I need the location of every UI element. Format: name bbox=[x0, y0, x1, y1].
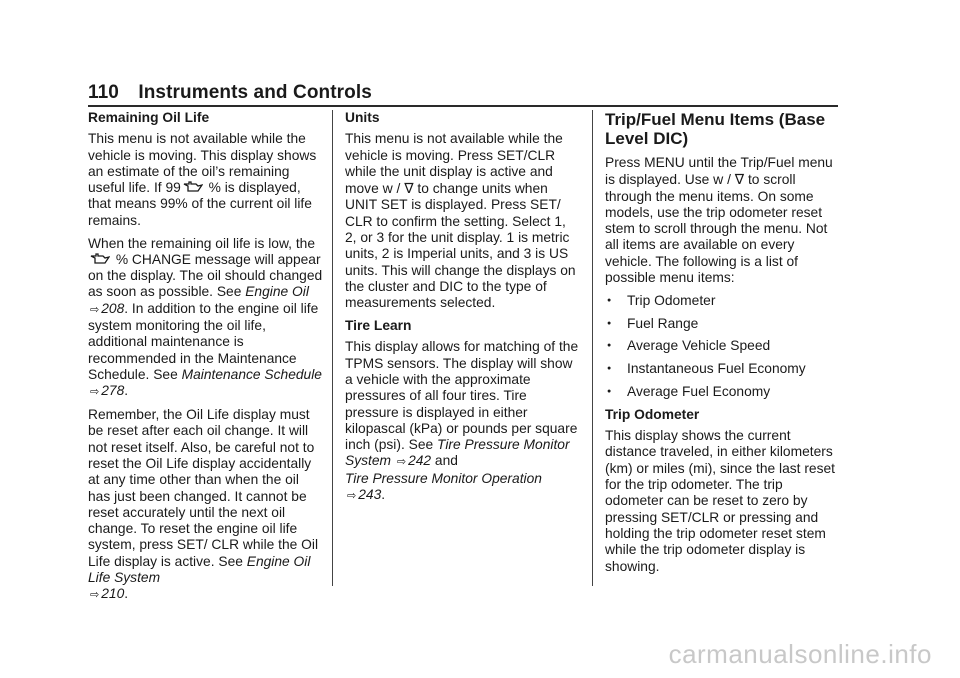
page-reference[interactable]: 208 bbox=[101, 300, 125, 316]
cross-reference-link[interactable]: Engine Oil bbox=[245, 284, 309, 300]
up-arrow-icon: w bbox=[382, 180, 393, 197]
column-divider-1 bbox=[332, 110, 333, 586]
section-heading-trip-odometer: Trip Odometer bbox=[605, 406, 700, 422]
menu-items-list bbox=[605, 293, 841, 400]
chapter-title: Instruments and Controls bbox=[138, 82, 372, 103]
list-item: ● Average Fuel Economy bbox=[605, 384, 841, 400]
page-reference[interactable]: 242 bbox=[408, 453, 432, 469]
list-item: ● Average Vehicle Speed bbox=[605, 338, 841, 354]
cross-reference-link[interactable]: Maintenance Schedule bbox=[181, 366, 322, 382]
page-header bbox=[88, 82, 372, 104]
paragraph: This display shows the current distance traveled, in either kilometers (km) or miles (mi), since the last reset for the trip odometer. The trip odometer can be reset to zero by pressing SET/CLR or pressing and holding the trip odometer reset stem while the trip odometer display is showing. bbox=[605, 428, 835, 574]
page-reference[interactable]: 278 bbox=[101, 383, 125, 399]
page-arrow-icon: ⇨ bbox=[90, 589, 100, 602]
section-heading-units: Units bbox=[345, 110, 380, 125]
section-heading-remaining-oil-life: Remaining Oil Life bbox=[88, 110, 210, 125]
watermark: carmanualsonline.info bbox=[668, 639, 932, 669]
cross-reference-link[interactable]: Tire Pressure Monitor System bbox=[345, 437, 570, 469]
oil-can-icon bbox=[183, 181, 203, 193]
page-number: 110 bbox=[88, 82, 119, 103]
down-arrow-icon: ∇ bbox=[734, 171, 745, 188]
page-reference[interactable]: 243 bbox=[358, 487, 382, 503]
paragraph: Remember, the Oil Life display must be reset after each oil change. It will not reset itself. Also, be careful not to reset the Oil Life display accidentally at any time other than when the oil has just been changed. It cannot be reset accurately until the next oil change. To reset the engine oil life system, press SET/ CLR while the Oil Life display is active. See Engine Oil Life System ⇨ 210. bbox=[88, 407, 319, 602]
page-arrow-icon: ⇨ bbox=[396, 456, 407, 469]
paragraph: This menu is not available while the vehicle is moving. Press SET/CLR while the unit display is active and move w / ∇ to change units when UNIT SET is displayed. Press SET/ CLR to confirm the setting. Select 1, 2, or 3 for the unit display. 1 is metric units, 2 is Imperial units, and 3 is US units. This will change the displays on the cluster and DIC to the type of measurements selected. bbox=[345, 131, 576, 311]
page-arrow-icon: ⇨ bbox=[90, 303, 100, 316]
down-arrow-icon: ∇ bbox=[404, 180, 414, 197]
paragraph: This display allows for matching of the TPMS sensors. The display will show a vehicle with the approximate pressures of all four tires. Tire pressure is displayed in either kilopascal (kPa) or pounds per square inch (psi). See Tire Pressure Monitor System ⇨ 242 and Tire Pressure Monitor Operation ⇨ 243. bbox=[345, 339, 579, 503]
page-arrow-icon: ⇨ bbox=[347, 490, 357, 503]
up-arrow-icon: w bbox=[713, 171, 724, 188]
column-3 bbox=[605, 110, 841, 581]
section-heading-tire-learn: Tire Learn bbox=[345, 318, 412, 334]
paragraph: This menu is not available while the vehicle is moving. This display shows an estimate of the oil’s remaining useful life. If 99 % is displayed, that means 99% of the current oil life remains. bbox=[88, 131, 317, 228]
column-2 bbox=[345, 110, 581, 511]
cross-reference-link[interactable]: Engine Oil Life System bbox=[88, 553, 311, 586]
header-rule bbox=[88, 105, 838, 107]
column-1 bbox=[88, 110, 324, 610]
oil-can-icon bbox=[90, 253, 110, 265]
list-item: ● Instantaneous Fuel Economy bbox=[605, 361, 841, 377]
list-item: ● Fuel Range bbox=[605, 316, 841, 332]
column-divider-2 bbox=[592, 110, 593, 586]
paragraph: Press MENU until the Trip/Fuel menu is displayed. Use w / ∇ to scroll through the menu items. On some models, use the trip odometer reset stem to scroll through the menu. Not all items are available on every vehicle. The following is a list of possible menu items: bbox=[605, 155, 833, 286]
list-item: ● Trip Odometer bbox=[605, 293, 841, 309]
section-heading-trip-fuel-menu: Trip/Fuel Menu Items (Base Level DIC) bbox=[605, 110, 826, 148]
paragraph: When the remaining oil life is low, the % CHANGE message will appear on the display. The oil should changed as soon as possible. See Engine Oil ⇨ 208. In addition to the engine oil life system monitoring the oil life, additional maintenance is recommended in the Maintenance Schedule. See Maintenance Schedule ⇨ 278. bbox=[88, 235, 323, 399]
cross-reference-link[interactable]: Tire Pressure Monitor Operation bbox=[345, 470, 542, 486]
page-reference[interactable]: 210 bbox=[101, 586, 125, 602]
page-arrow-icon: ⇨ bbox=[90, 386, 100, 399]
